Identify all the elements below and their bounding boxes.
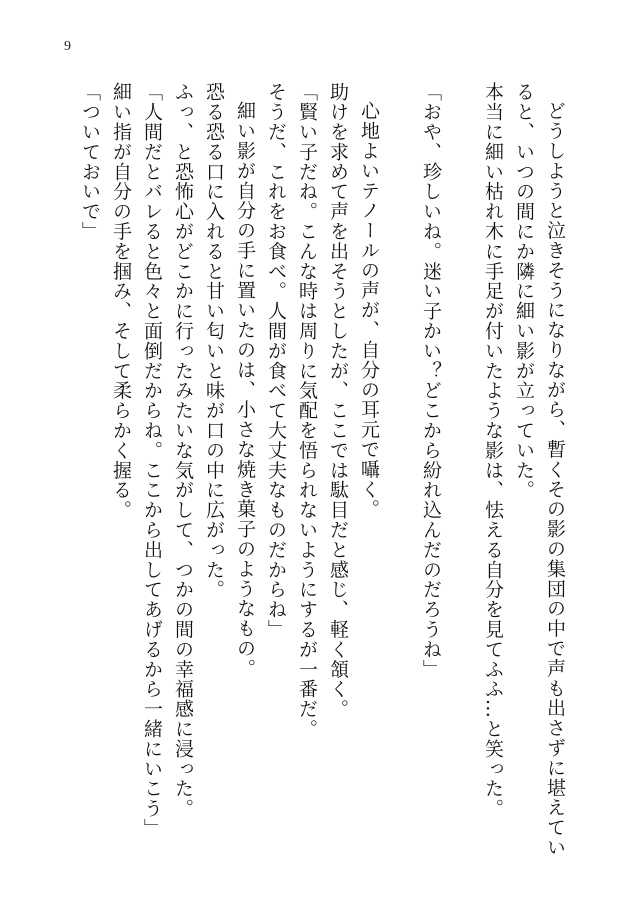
- text-line: ると、いつの間にか隣に細い影が立っていた。: [513, 82, 535, 500]
- text-line: 助けを求めて声を出そうとしたが、ここでは駄目だと感じ、軽く頷く。: [327, 82, 349, 719]
- text-line: 「人間だとバレると色々と面倒だからね。ここから出してあげるから一緒にいこう」: [141, 82, 163, 839]
- text-line: そうだ、これをお食べ。人間が食べて大丈夫なものだからね」: [265, 82, 287, 640]
- blank-line: [446, 82, 477, 842]
- blank-line: [384, 82, 415, 842]
- text-line: 「おや、珍しいね。迷い子かい？どこから紛れ込んだのだろうね」: [420, 82, 442, 679]
- text-line: 本当に細い枯れ木に手足が付いたような影は、怯える自分を見てふふ…と笑った。: [482, 82, 504, 819]
- text-line: 心地よいテノールの声が、自分の耳元で囁く。: [358, 101, 380, 519]
- vertical-text-body: [74, 82, 570, 858]
- text-line: どうしようと泣きそうになりながら、暫くその影の集団の中で声も出さずに堪えてい: [544, 101, 566, 858]
- text-line: ふっ、と恐怖心がどこかに行ったみたいな気がして、つかの間の幸福感に浸った。: [172, 82, 194, 819]
- text-line: 恐る恐る口に入れると甘い匂いと味が口の中に広がった。: [203, 82, 225, 600]
- text-line: 細い影が自分の手に置いたのは、小さな焼き菓子のようなもの。: [234, 101, 256, 679]
- page-number: 9: [64, 39, 71, 54]
- text-line: 「ついておいで」: [79, 82, 101, 242]
- text-line: 「賢い子だね。こんな時は周りに気配を悟られないようにするが一番だ。: [296, 82, 318, 739]
- text-line: 細い指が自分の手を掴み、そして柔らかく握る。: [110, 82, 132, 520]
